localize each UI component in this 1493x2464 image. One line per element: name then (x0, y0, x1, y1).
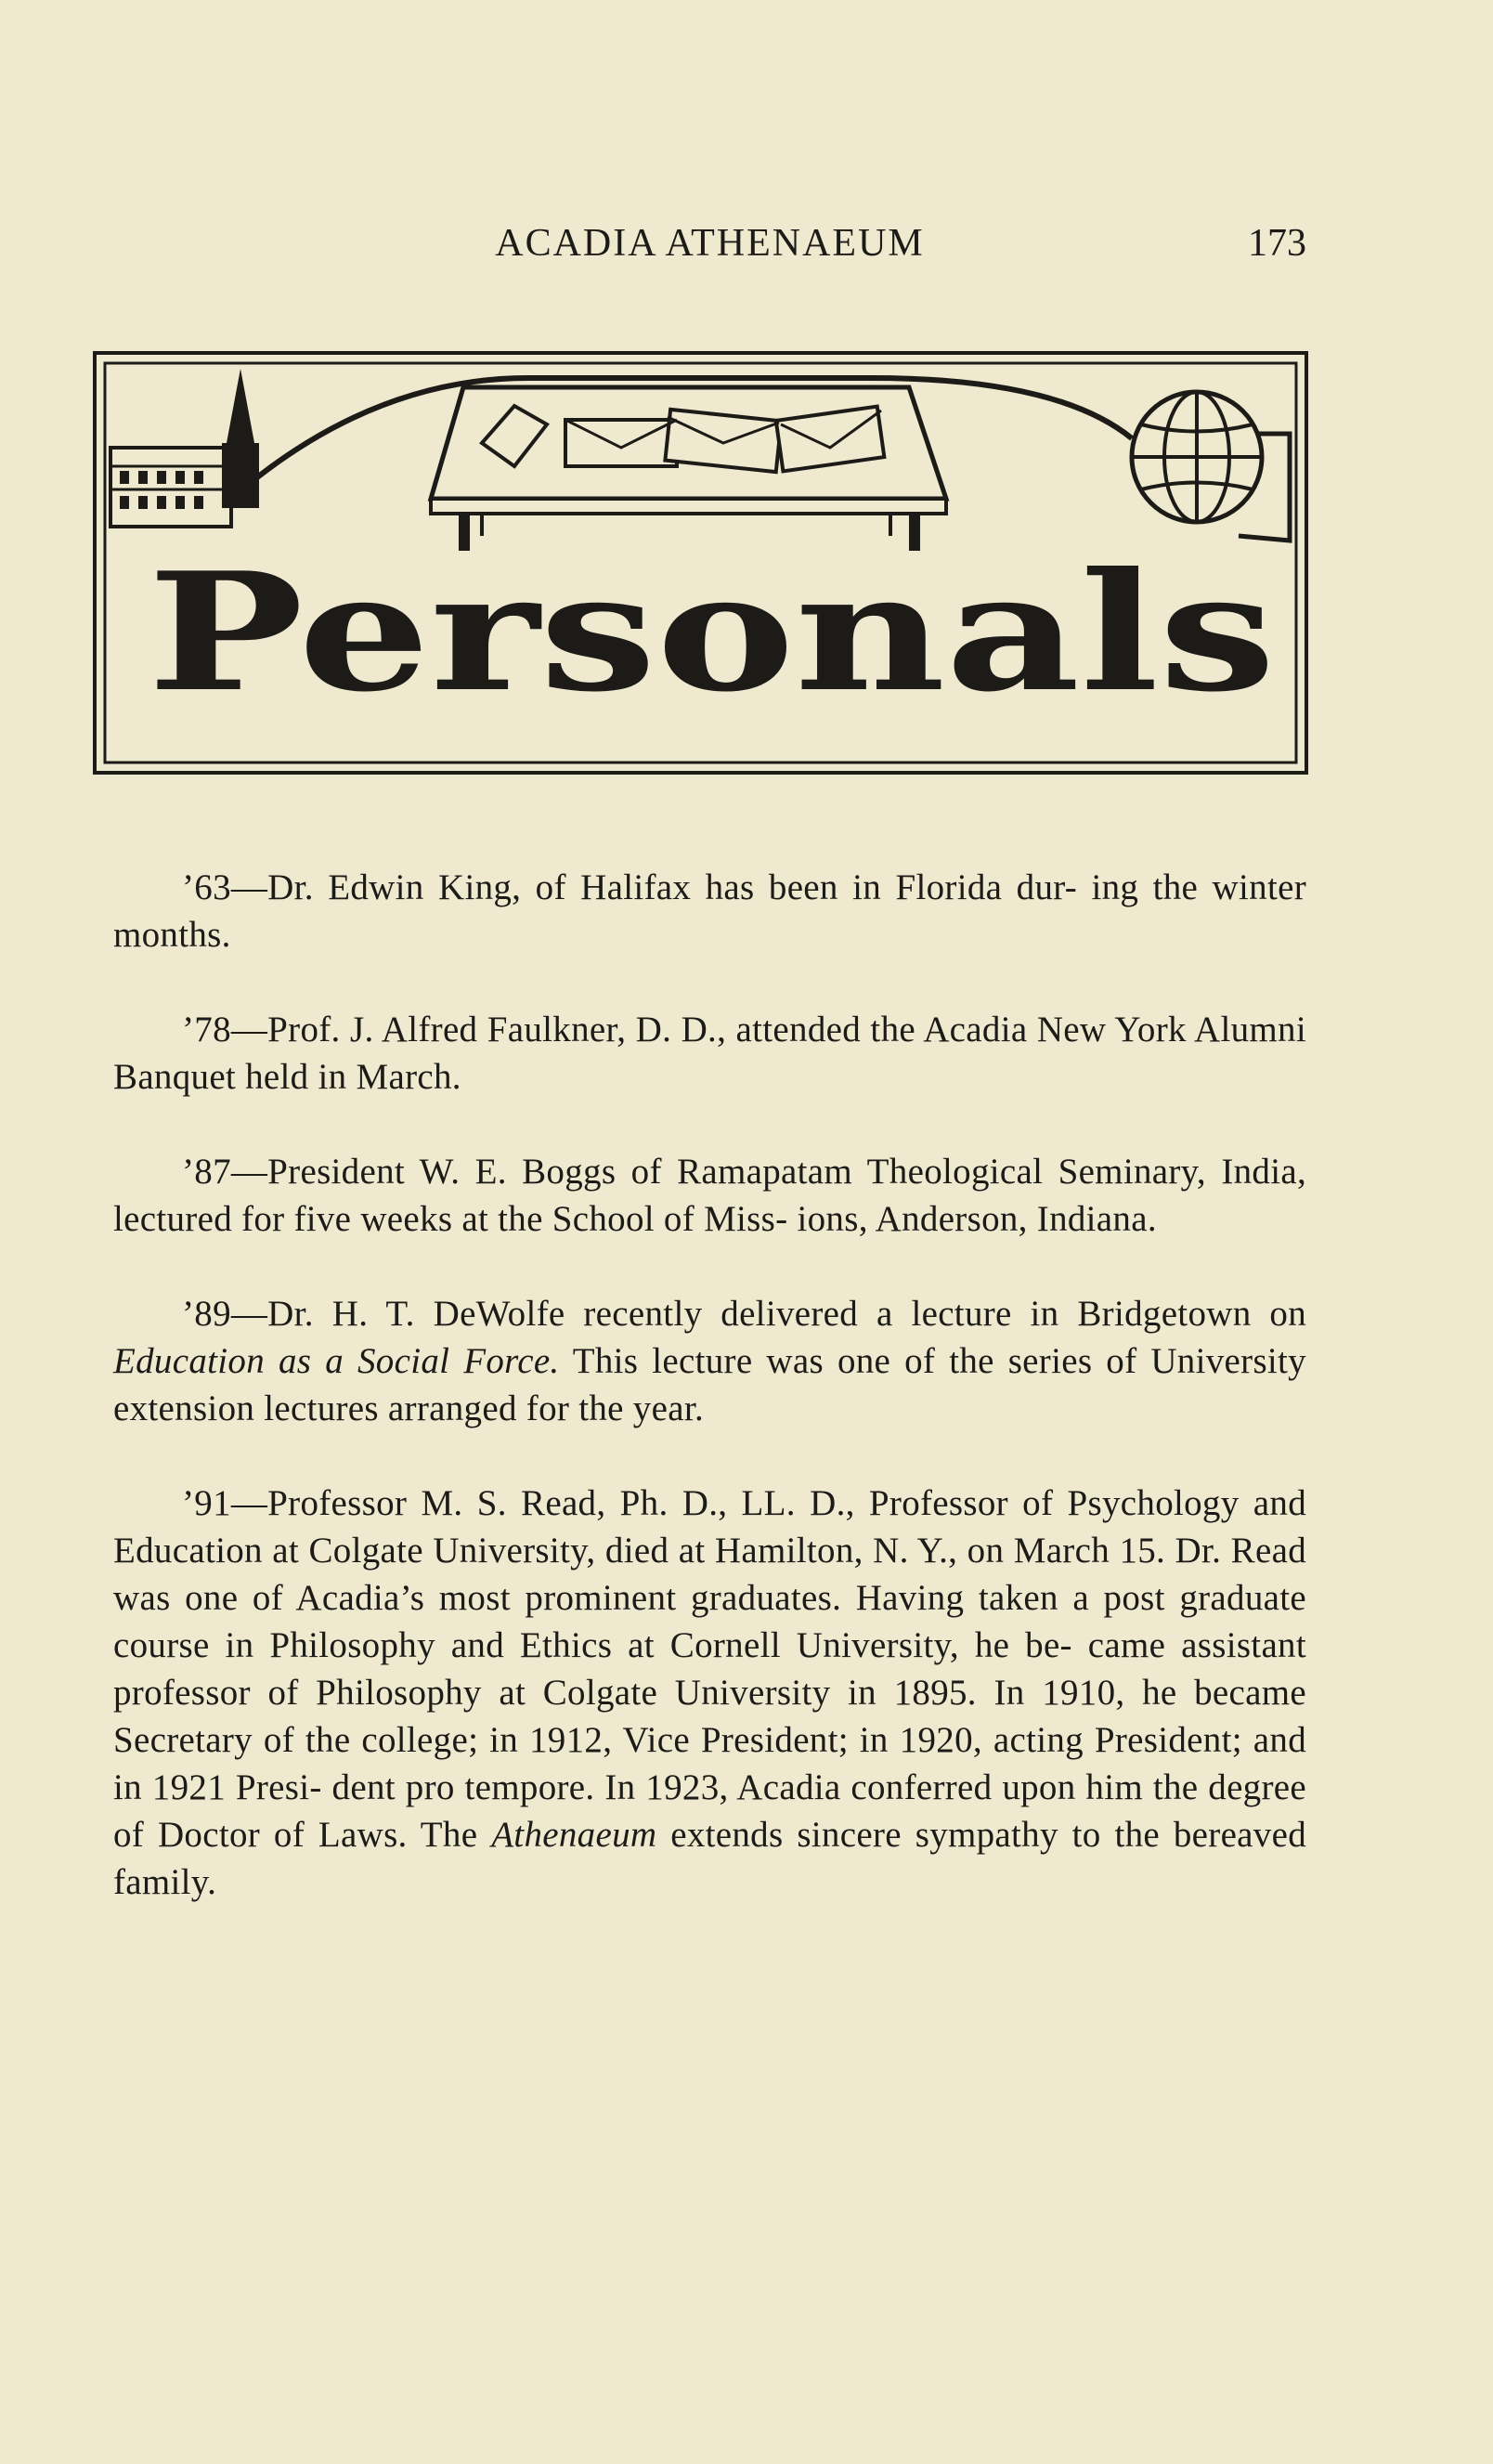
journal-name: Athenaeum (491, 1815, 657, 1855)
running-head: ACADIA ATHENAEUM (495, 222, 925, 265)
entry-91: ’91—Professor M. S. Read, Ph. D., LL. D., Professor of Psychology and Education at Colgate University, died at Hamilton, N. Y., on March 15. Dr. Read was one of Acadia’s most prominent graduates. Having taken a post graduate course in Philosophy and Ethics at Cornell University, he be- came assistant professor of Philosophy at Colgate University in 1895. In 1910, he became Secretary of the college; in 1912, Vice President; in 1920, acting President; and in 1921 Presi- dent pro tempore. In 1923, Acadia conferred upon him the degree of Doctor of Laws. The Athenaeum extends sincere sympathy to the bereaved family. (113, 1483, 1306, 1902)
page-header (113, 221, 1306, 277)
entry-63: ’63—Dr. Edwin King, of Halifax has been in Florida dur- ing the winter months. (113, 867, 1306, 955)
banner-illustration (92, 350, 1309, 776)
personals-banner (92, 350, 1309, 776)
entry-78: ’78—Prof. J. Alfred Faulkner, D. D., attended the Acadia New York Alumni Banquet held in March. (113, 1010, 1306, 1097)
college-building-icon (110, 369, 259, 527)
globe-icon (1132, 392, 1290, 541)
entry-87: ’87—President W. E. Boggs of Ramapatam Theological Seminary, India, lectured for five weeks at the School of Miss- ions, Anderson, Indiana. (113, 1152, 1306, 1239)
entry-89: ’89—Dr. H. T. DeWolfe recently delivered a lecture in Bridgetown on Education as a Social Force. This lecture was one of the series of University extension lectures arranged for the year. (113, 1294, 1306, 1428)
lecture-title: Education as a Social Force. (113, 1341, 560, 1381)
page-number: 173 (1248, 222, 1306, 265)
personals-entries (113, 864, 1306, 1906)
banner-title: Personals (148, 538, 1276, 728)
letters-on-table-icon (431, 387, 946, 551)
